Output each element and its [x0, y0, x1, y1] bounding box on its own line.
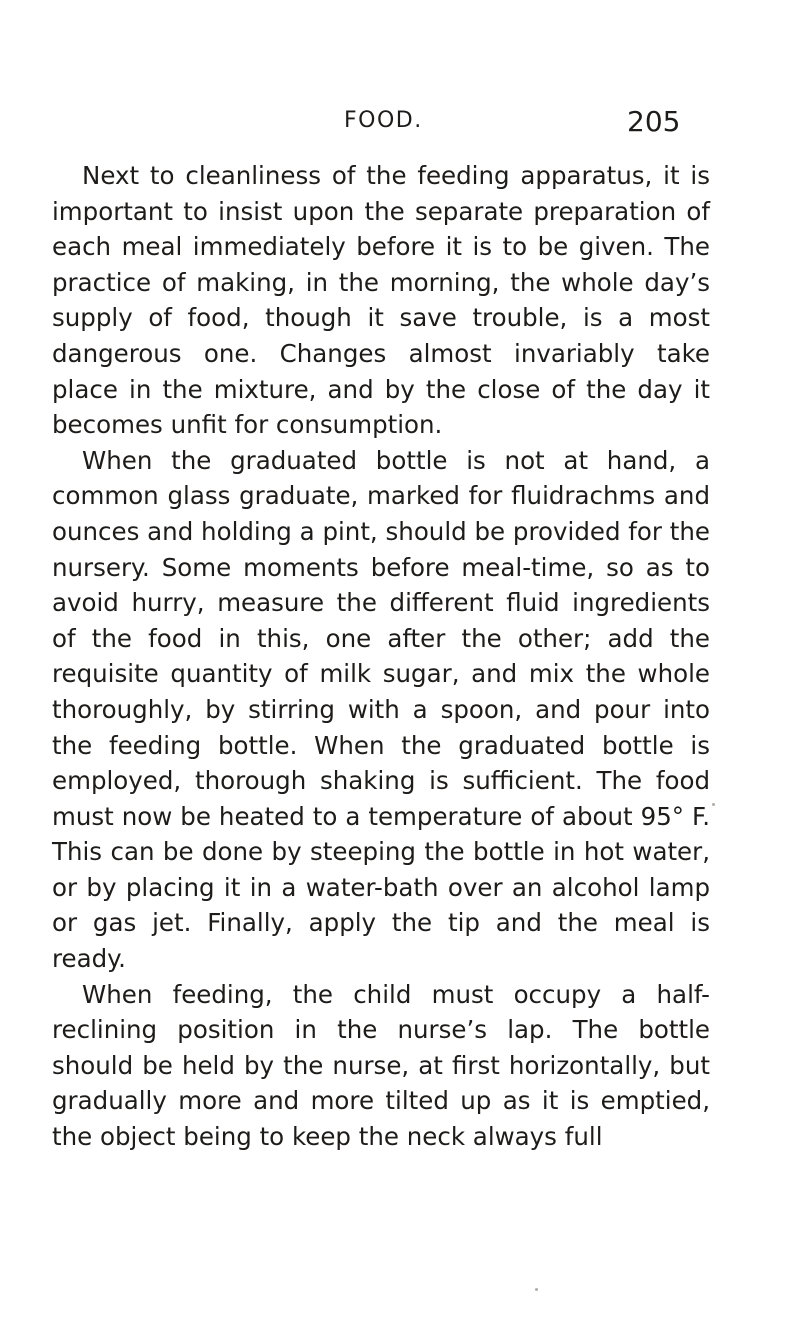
body-text	[52, 158, 710, 1155]
paragraph: When the graduated bottle is not at hand, a common glass graduate, marked for fluidrachms and ounces and holding a pint, should be provided for the nursery. Some moments before meal-time, so as to avoid hurry, measure the different fluid ingredients of the food in this, one after the other; add the requisite quantity of milk sugar, and mix the whole thoroughly, by stirring with a spoon, and pour into the feeding bottle. When the graduated bottle is employed, thorough shaking is sufficient. The food must now be heated to a temperature of about 95° F. This can be done by steeping the bottle in hot water, or by placing it in a water-bath over an alcohol lamp or gas jet. Finally, apply the tip and the meal is ready.	[52, 445, 710, 974]
chapter-title: FOOD.	[344, 108, 423, 133]
paragraph: When feeding, the child must occupy a half-reclining position in the nurse’s lap. The bottle should be held by the nurse, at first horizontally, but gradually more and more tilted up as it is emptied, the object being to keep the neck always full	[52, 979, 710, 1152]
page-number: 205	[627, 105, 681, 138]
paragraph: Next to cleanliness of the feeding apparatus, it is important to insist upon the separate preparation of each meal immediately before it is to be given. The practice of making, in the morning, the whole day’s supply of food, though it save trouble, is a most dangerous one. Changes almost invariably take place in the mixture, and by the close of the day it becomes unfit for consumption.	[52, 161, 710, 440]
paper-speck	[712, 803, 715, 806]
running-head	[0, 105, 801, 138]
paper-speck	[535, 1288, 538, 1291]
